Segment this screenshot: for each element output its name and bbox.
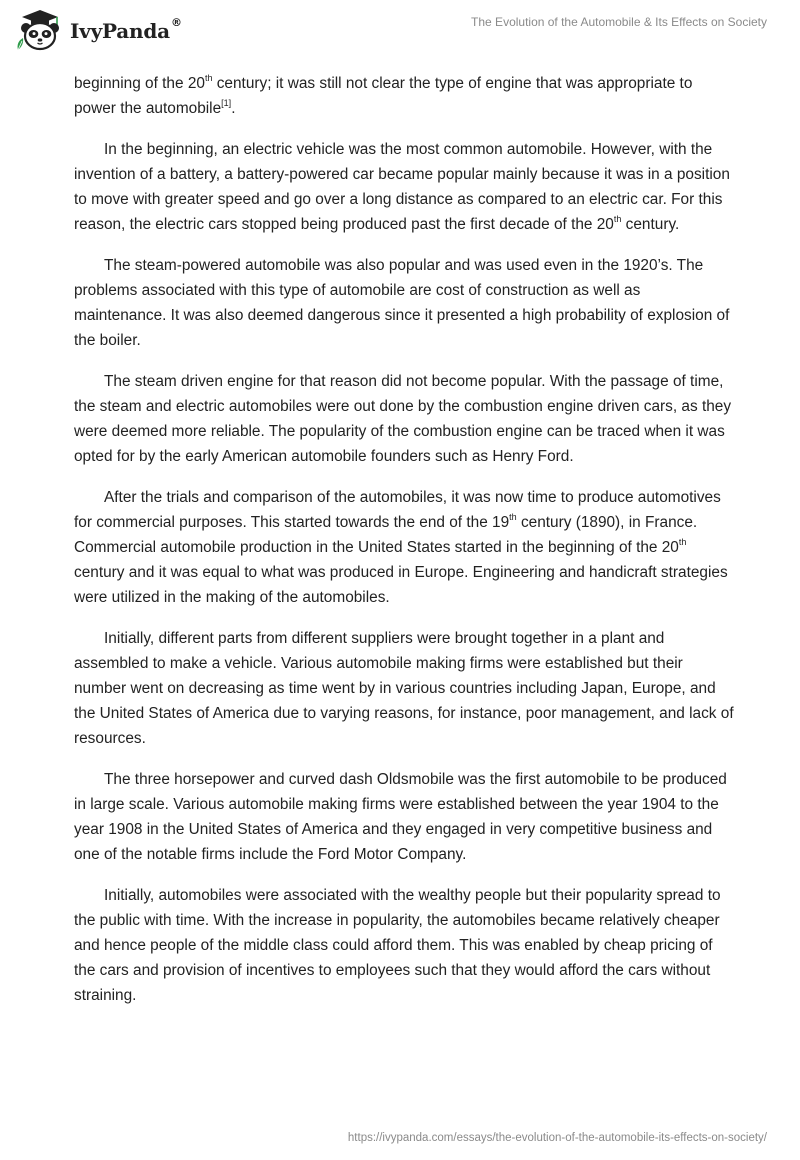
document-title: The Evolution of the Automobile & Its Effects on Society [471, 15, 767, 29]
paragraph-7: The three horsepower and curved dash Oldsmobile was the first automobile to be produced in large scale. Various automobile making firms were established between the year 1904 to the year 1908 in the United States of America and they engaged in very competitive business and one of the notable firms include the Ford Motor Company. [74, 771, 727, 863]
paragraph-2: In the beginning, an electric vehicle was the most common automobile. However, with the invention of a battery, a battery-powered car became popular mainly because it was in a position to move with greater speed and go over a long distance as compared to an electric car. For this reason, the electric cars stopped being produced past the first decade of the 20th century. [74, 141, 730, 233]
essay-body [74, 71, 734, 1024]
paragraph-8: Initially, automobiles were associated with the wealthy people but their popularity spread to the public with time. With the increase in popularity, the automobiles became relatively cheaper and hence people of the middle class could afford them. This was enabled by cheap pricing of the cars and provision of incentives to employees such that they would afford the cars without straining. [74, 887, 721, 1004]
paragraph-6: Initially, different parts from different suppliers were brought together in a plant and assembled to make a vehicle. Various automobile making firms were established but their number went on decreasing as time went by in various countries including Japan, Europe, and the United States of America due to varying reasons, for instance, poor management, and lack of resources. [74, 630, 734, 747]
panda-graduate-icon [14, 8, 66, 52]
footnote-reference[interactable]: [1] [221, 97, 232, 108]
paragraph-5: After the trials and comparison of the automobiles, it was now time to produce automotives for commercial purposes. This started towards the end of the 19th century (1890), in France. Commercial automobile production in the United States started in the beginning of the 20th century and it was equal to what was produced in Europe. Engineering and handicraft strategies were utilized in the making of the automobiles. [74, 489, 728, 606]
paragraph-4: The steam driven engine for that reason did not become popular. With the passage of time, the steam and electric automobiles were out done by the combustion engine driven cars, as they were deemed more reliable. The popularity of the combustion engine can be traced when it was opted for by the early American automobile founders such as Henry Ford. [74, 373, 732, 465]
ivypanda-logo[interactable] [14, 8, 182, 52]
paragraph-1: beginning of the 20th century; it was still not clear the type of engine that was appropriate to power the automobile[1]. [74, 72, 693, 117]
logo-wordmark: IvyPanda® [70, 16, 182, 43]
source-url[interactable]: https://ivypanda.com/essays/the-evolution-of-the-automobile-its-effects-on-society/ [347, 1132, 767, 1144]
paragraph-3: The steam-powered automobile was also popular and was used even in the 1920’s. The problems associated with this type of automobile are cost of construction as well as maintenance. It was also deemed dangerous since it presented a high probability of explosion of the boiler. [74, 257, 730, 349]
page-header [0, 0, 800, 60]
